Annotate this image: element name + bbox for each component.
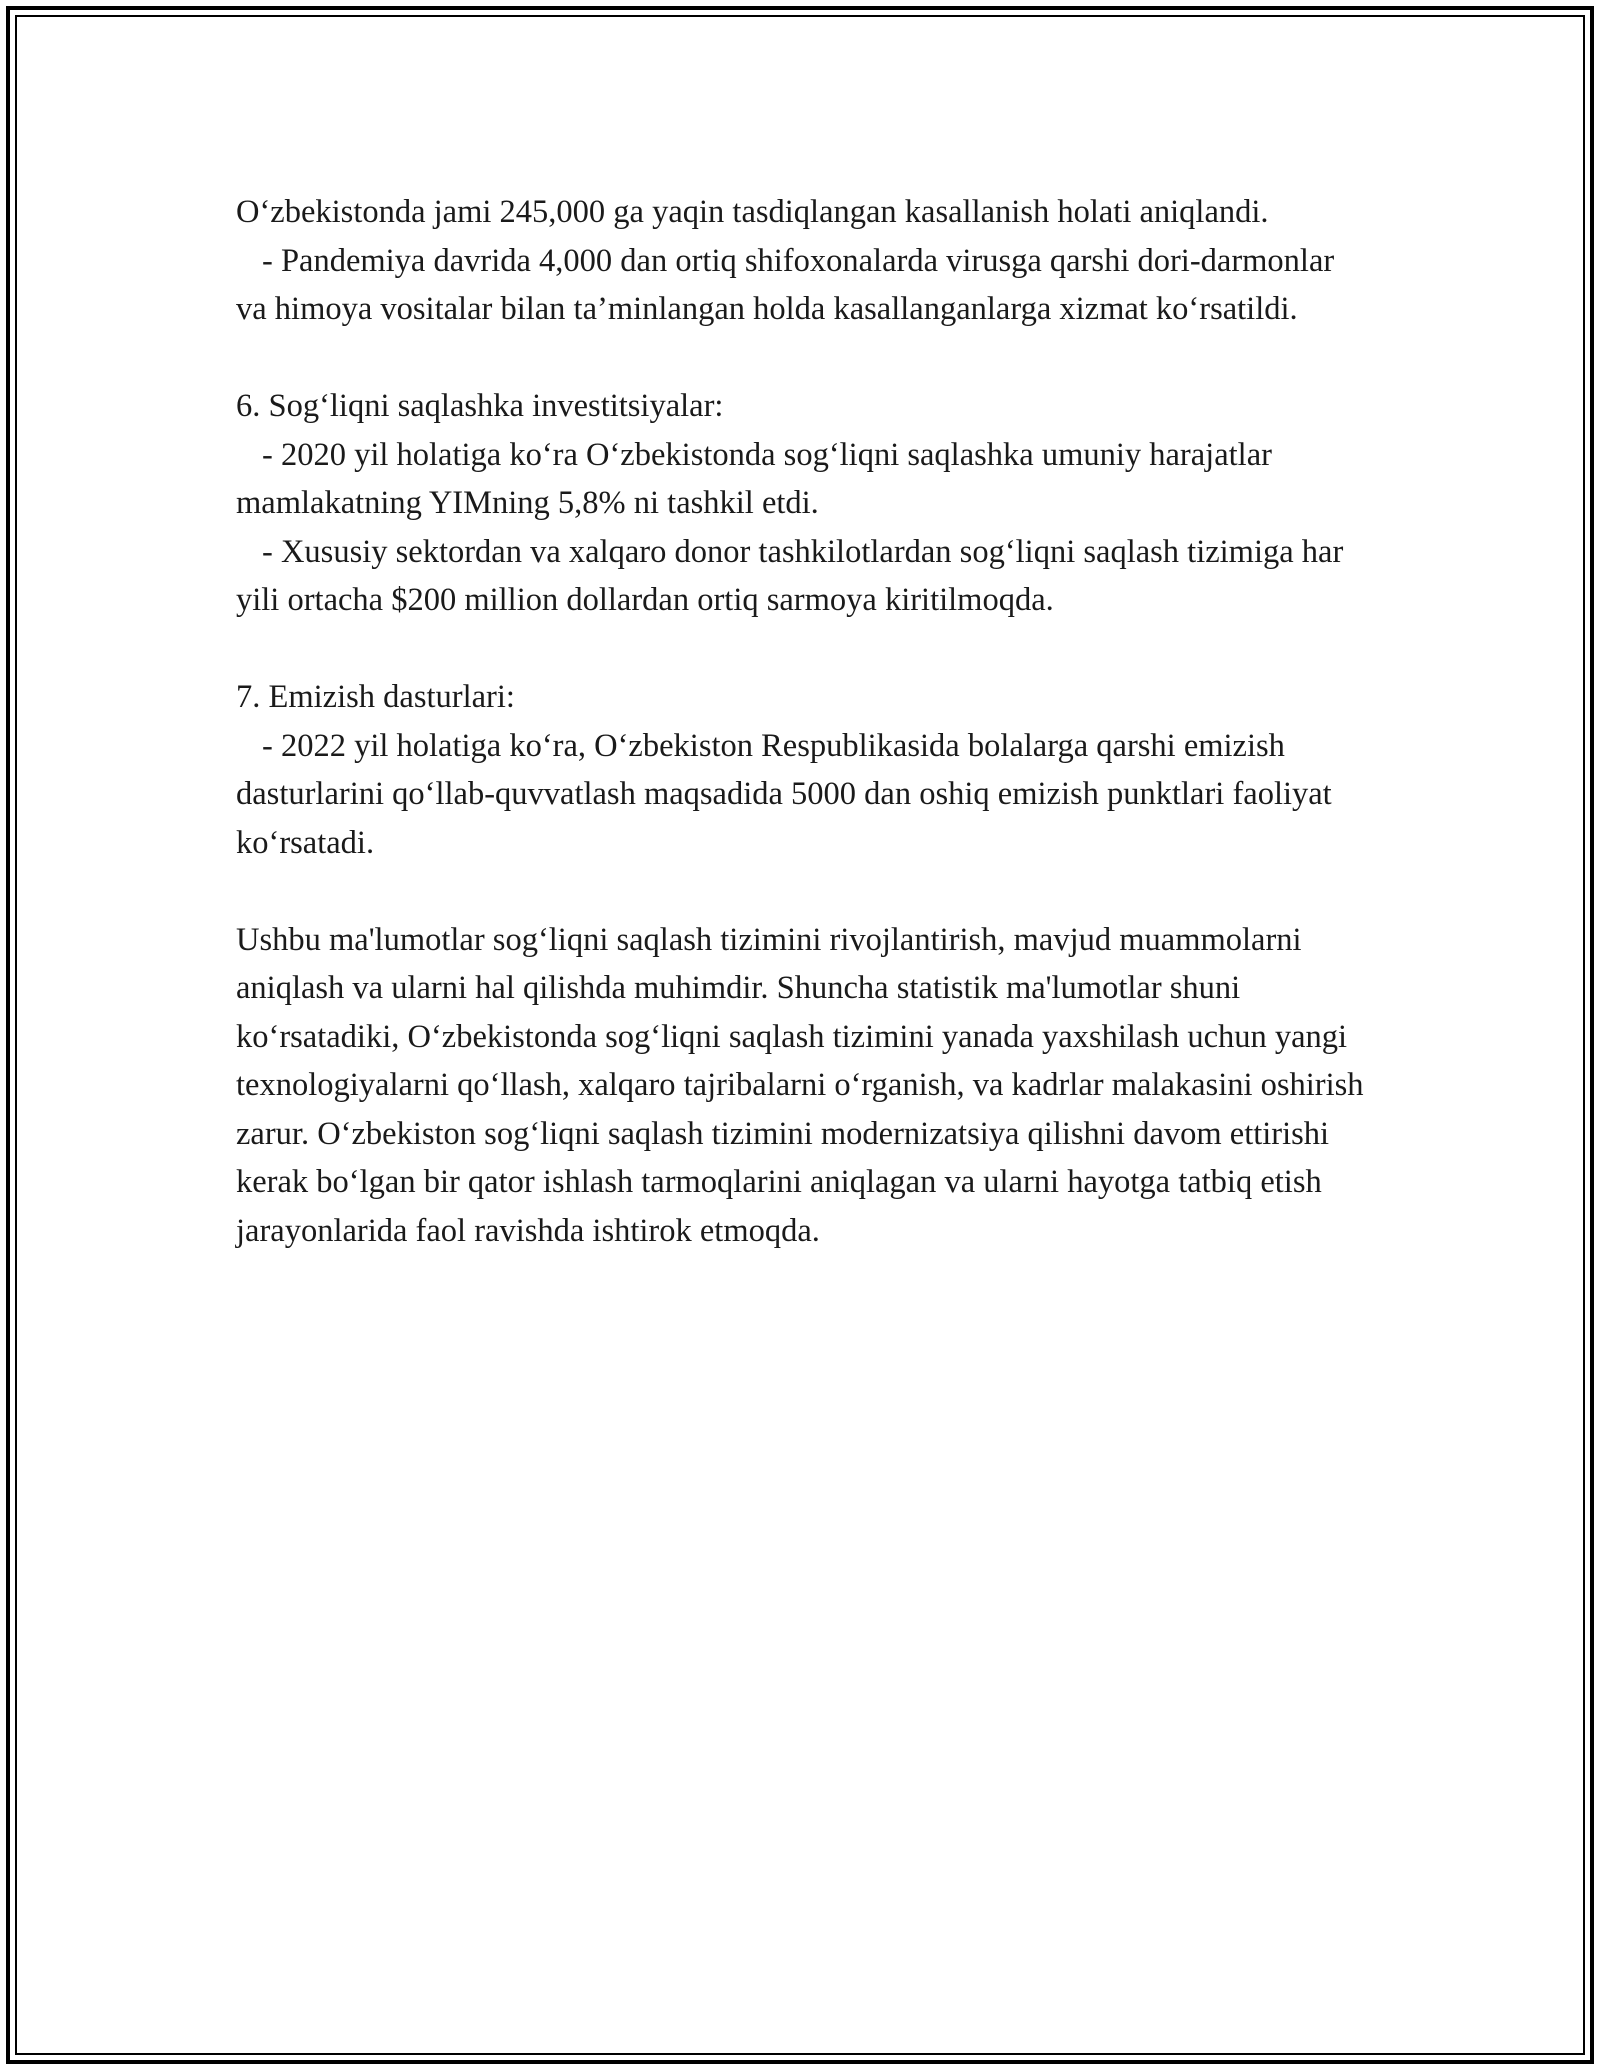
section-6-heading: 6. Sog‘liqni saqlashka investitsiyalar: bbox=[236, 388, 724, 424]
intro-paragraph: O‘zbekistonda jami 245,000 ga yaqin tasdiqlangan kasallanish holati aniqlandi. bbox=[236, 194, 1269, 230]
section-6-bullet-1: - 2020 yil holatiga ko‘ra O‘zbekistonda sog‘liqni saqlashka umuniy harajatlar mamlakatning YIMning 5,8% ni tashkil etdi. bbox=[236, 436, 1272, 521]
paragraph-gap bbox=[236, 625, 1366, 674]
paragraph-gap bbox=[236, 334, 1366, 383]
section-7-bullet-1: - 2022 yil holatiga ko‘ra, O‘zbekiston Respublikasida bolalarga qarshi emizish dasturlarini qo‘llab-quvvatlash maqsadida 5000 dan oshiq emizish punktlari faoliyat ko‘rsatadi. bbox=[236, 727, 1332, 861]
section-6-bullet-2: - Xususiy sektordan va xalqaro donor tashkilotlardan sog‘liqni saqlash tizimiga har yili ortacha $200 million dollardan ortiq sarmoya kiritilmoqda. bbox=[236, 533, 1344, 618]
conclusion-paragraph: Ushbu ma'lumotlar sog‘liqni saqlash tizimini rivojlantirish, mavjud muammolarni aniqlash va ularni hal qilishda muhimdir. Shuncha statistik ma'lumotlar shuni ko‘rsatadiki, O‘zbekistonda sog‘liqni saqlash tizimini yanada yaxshilash uchun yangi texnologiyalarni qo‘llash, xalqaro tajribalarni o‘rganish, va kadrlar malakasini oshirish zarur. O‘zbekiston sog‘liqni saqlash tizimini modernizatsiya qilishni davom ettirishi kerak bo‘lgan bir qator ishlash tarmoqlarini aniqlagan va ularni hayotga tatbiq etish jarayonlarida faol ravishda ishtirok etmoqda. bbox=[236, 921, 1364, 1249]
document-body bbox=[236, 188, 1366, 1255]
intro-bullet: - Pandemiya davrida 4,000 dan ortiq shifoxonalarda virusga qarshi dori-darmonlar va himoya vositalar bilan ta’minlangan holda kasallanganlarga xizmat ko‘rsatildi. bbox=[236, 242, 1335, 327]
paragraph-gap bbox=[236, 867, 1366, 916]
section-7-heading: 7. Emizish dasturlari: bbox=[236, 679, 515, 715]
